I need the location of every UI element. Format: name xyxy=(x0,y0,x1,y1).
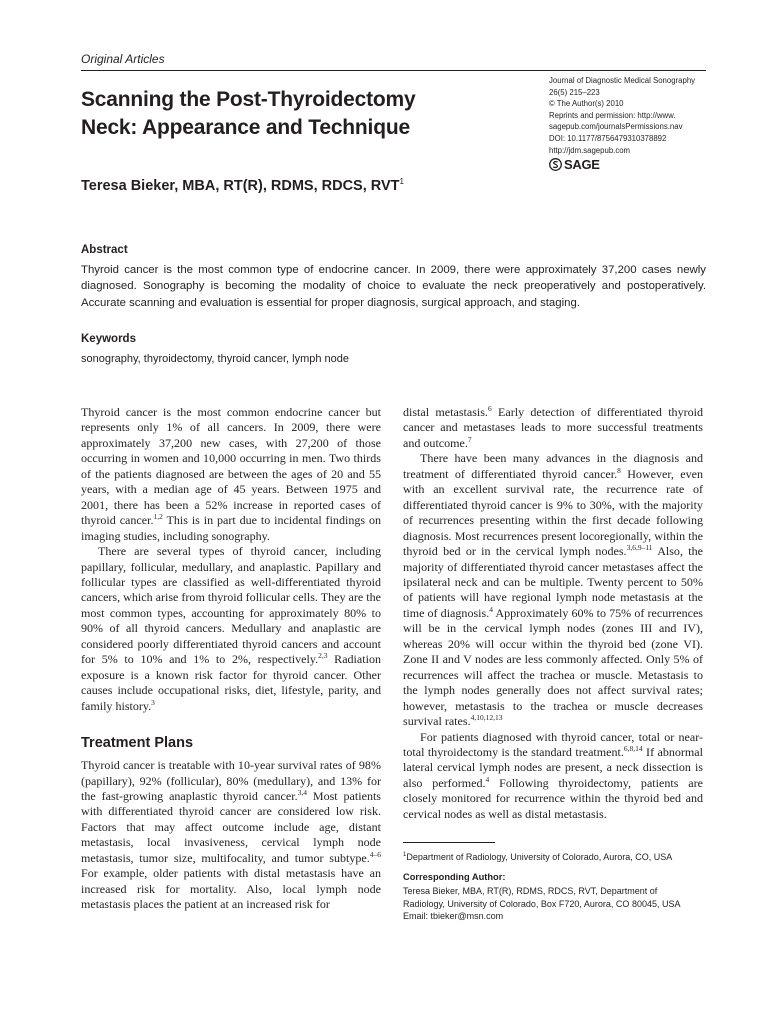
footnote-divider xyxy=(403,842,495,843)
author-affiliation-marker: 1 xyxy=(399,177,404,186)
body-paragraph: There are several types of thyroid cancer, including papillary, follicular, medullary, and anaplastic. Papillary and follicular types are classified as well-differentiated thyroid cancers, which arise from thyroid follicular cells. They are the most common types, accounting for approximately 80% to 90% of all thyroid cancers. Medullary and anaplastic are considered poorly differentiated thyroid cancers and account for 5% to 10% and 1% to 2%, respectively.$^{2,3}$ Radiation exposure is a known risk factor for thyroid cancer. Other causes include occupational risks, diet, lifestyle, parity, and family history.$^3$ xyxy=(81,544,381,713)
title-line-1: Scanning the Post-Thyroidectomy xyxy=(81,88,416,111)
affiliation-footnote: $^1$Department of Radiology, University of Colorado, Aurora, CO, USA xyxy=(403,852,673,862)
title-line-2: Neck: Appearance and Technique xyxy=(81,116,410,139)
section-heading: Treatment Plans xyxy=(81,735,194,752)
journal-volume: 26(5) 215–223 xyxy=(549,87,600,97)
author-byline xyxy=(81,177,404,194)
doi[interactable]: DOI: 10.1177/8756479310378892 xyxy=(549,133,667,143)
author-name: Teresa Bieker, MBA, RT(R), RDMS, RDCS, RVT xyxy=(81,177,400,194)
keywords-heading: Keywords xyxy=(81,333,136,345)
keywords-list: sonography, thyroidectomy, thyroid cancer, lymph node xyxy=(81,353,350,365)
journal-url[interactable]: http://jdm.sagepub.com xyxy=(549,145,631,155)
body-paragraph: For patients diagnosed with thyroid cancer, total or near-total thyroidectomy is the standard treatment.$^{6,8,14}$ If abnormal lateral cervical lymph nodes are present, a neck dissection is also performed.$^4$ Following thyroidectomy, patients are closely monitored for recurrence within the thyroid bed and cervical nodes as well as distal metastasis. xyxy=(403,729,703,821)
journal-info xyxy=(549,75,739,171)
reprints-line[interactable]: Reprints and permission: http://www. xyxy=(549,110,676,120)
sage-s-mark-icon xyxy=(549,158,562,171)
copyright: © The Author(s) 2010 xyxy=(549,99,624,109)
sage-logo xyxy=(549,158,739,171)
body-paragraph: distal metastasis.$^6$ Early detection of differentiated thyroid cancer and metastases leads to more successful treatments and outcome.$^7$ xyxy=(403,403,703,450)
permissions-link[interactable]: sagepub.com/journalsPermissions.nav xyxy=(549,122,683,132)
body-paragraph: Thyroid cancer is treatable with 10-year survival rates of 98% (papillary), 92% (follicular), 80% (medullary), and 13% for the fast-growing anaplastic thyroid cancer.$^{3,4}$ Most patients with differentiated thyroid cancer are considered low risk. Factors that may affect outcome include age, distant metastasis, local invasiveness, cervical lymph node metastasis, tumor size, multifocality, and tumor subtype.$^{4-6}$ For example, older patients with distal metastasis have an increased risk for mortality. Also, local lymph node metastasis places the patient at an increased risk for xyxy=(81,758,381,912)
sage-logo-text: SAGE xyxy=(564,156,600,172)
header-divider xyxy=(81,70,706,71)
author-email[interactable]: Email: tbieker@msn.com xyxy=(403,911,504,922)
corresponding-author-details: Teresa Bieker, MBA, RT(R), RDMS, RDCS, RVT, Department of Radiology, University of Colorado, Box F720, Aurora, CO 80045, USA Email: tbieker@msn.com xyxy=(403,886,681,922)
abstract-text: Thyroid cancer is the most common type of endocrine cancer. In 2009, there were approximately 37,200 cases newly diagnosed. Sonography is becoming the modality of choice to evaluate the neck preoperatively and postoperatively. Accurate scanning and evaluation is essential for proper diagnosis, surgical approach, and staging. xyxy=(81,264,706,309)
section-label: Original Articles xyxy=(81,52,165,66)
body-column-right xyxy=(403,405,703,822)
body-paragraph: There have been many advances in the diagnosis and treatment of differentiated thyroid cancer.$^8$ However, even with an excellent survival rate, the recurrence rate of differentiated thyroid cancer is 9% to 30%, with the majority of recurrences presenting within the first decade following diagnosis. Most recurrences present locoregionally, within the thyroid bed or in the cervical lymph nodes.$^{3,6,9-11}$ Also, the majority of differentiated thyroid cancer metastases affect the ipsilateral neck and can be multiple. Twenty percent to 50% of patients will have regional lymph node metastasis at the time of diagnosis.$^4$ Approximately 60% to 75% of recurrences will be in the cervical lymph nodes (zones III and IV), whereas 20% will occur within the thyroid bed (zone VI). Zone II and V nodes are less commonly affected. Only 5% of recurrences will affect the trachea or muscle. Metastasis to the lymph nodes generally does not affect survival rates; however, metastasis to the trachea or muscle decreases survival rates.$^{4,10,12,13}$ xyxy=(403,451,704,729)
abstract-heading: Abstract xyxy=(81,244,128,256)
journal-name: Journal of Diagnostic Medical Sonography xyxy=(549,76,696,85)
body-column-left xyxy=(81,405,381,913)
corresponding-author-heading: Corresponding Author: xyxy=(403,872,506,882)
body-paragraph: Thyroid cancer is the most common endocrine cancer but represents only 1% of all cancers. In 2009, there were approximately 37,200 new cases, with 27,200 of those occurring in women and 10,000 occurring in men. Two thirds of the patients diagnosed are between the ages of 20 and 55 years, with a median age of 45 years. Between 1975 and 2001, there has been a 52% increase in reported cases of thyroid cancer.$^{1,2}$ This is in part due to incidental findings on imaging studies, including sonography. xyxy=(81,405,381,543)
article-title xyxy=(81,86,501,142)
